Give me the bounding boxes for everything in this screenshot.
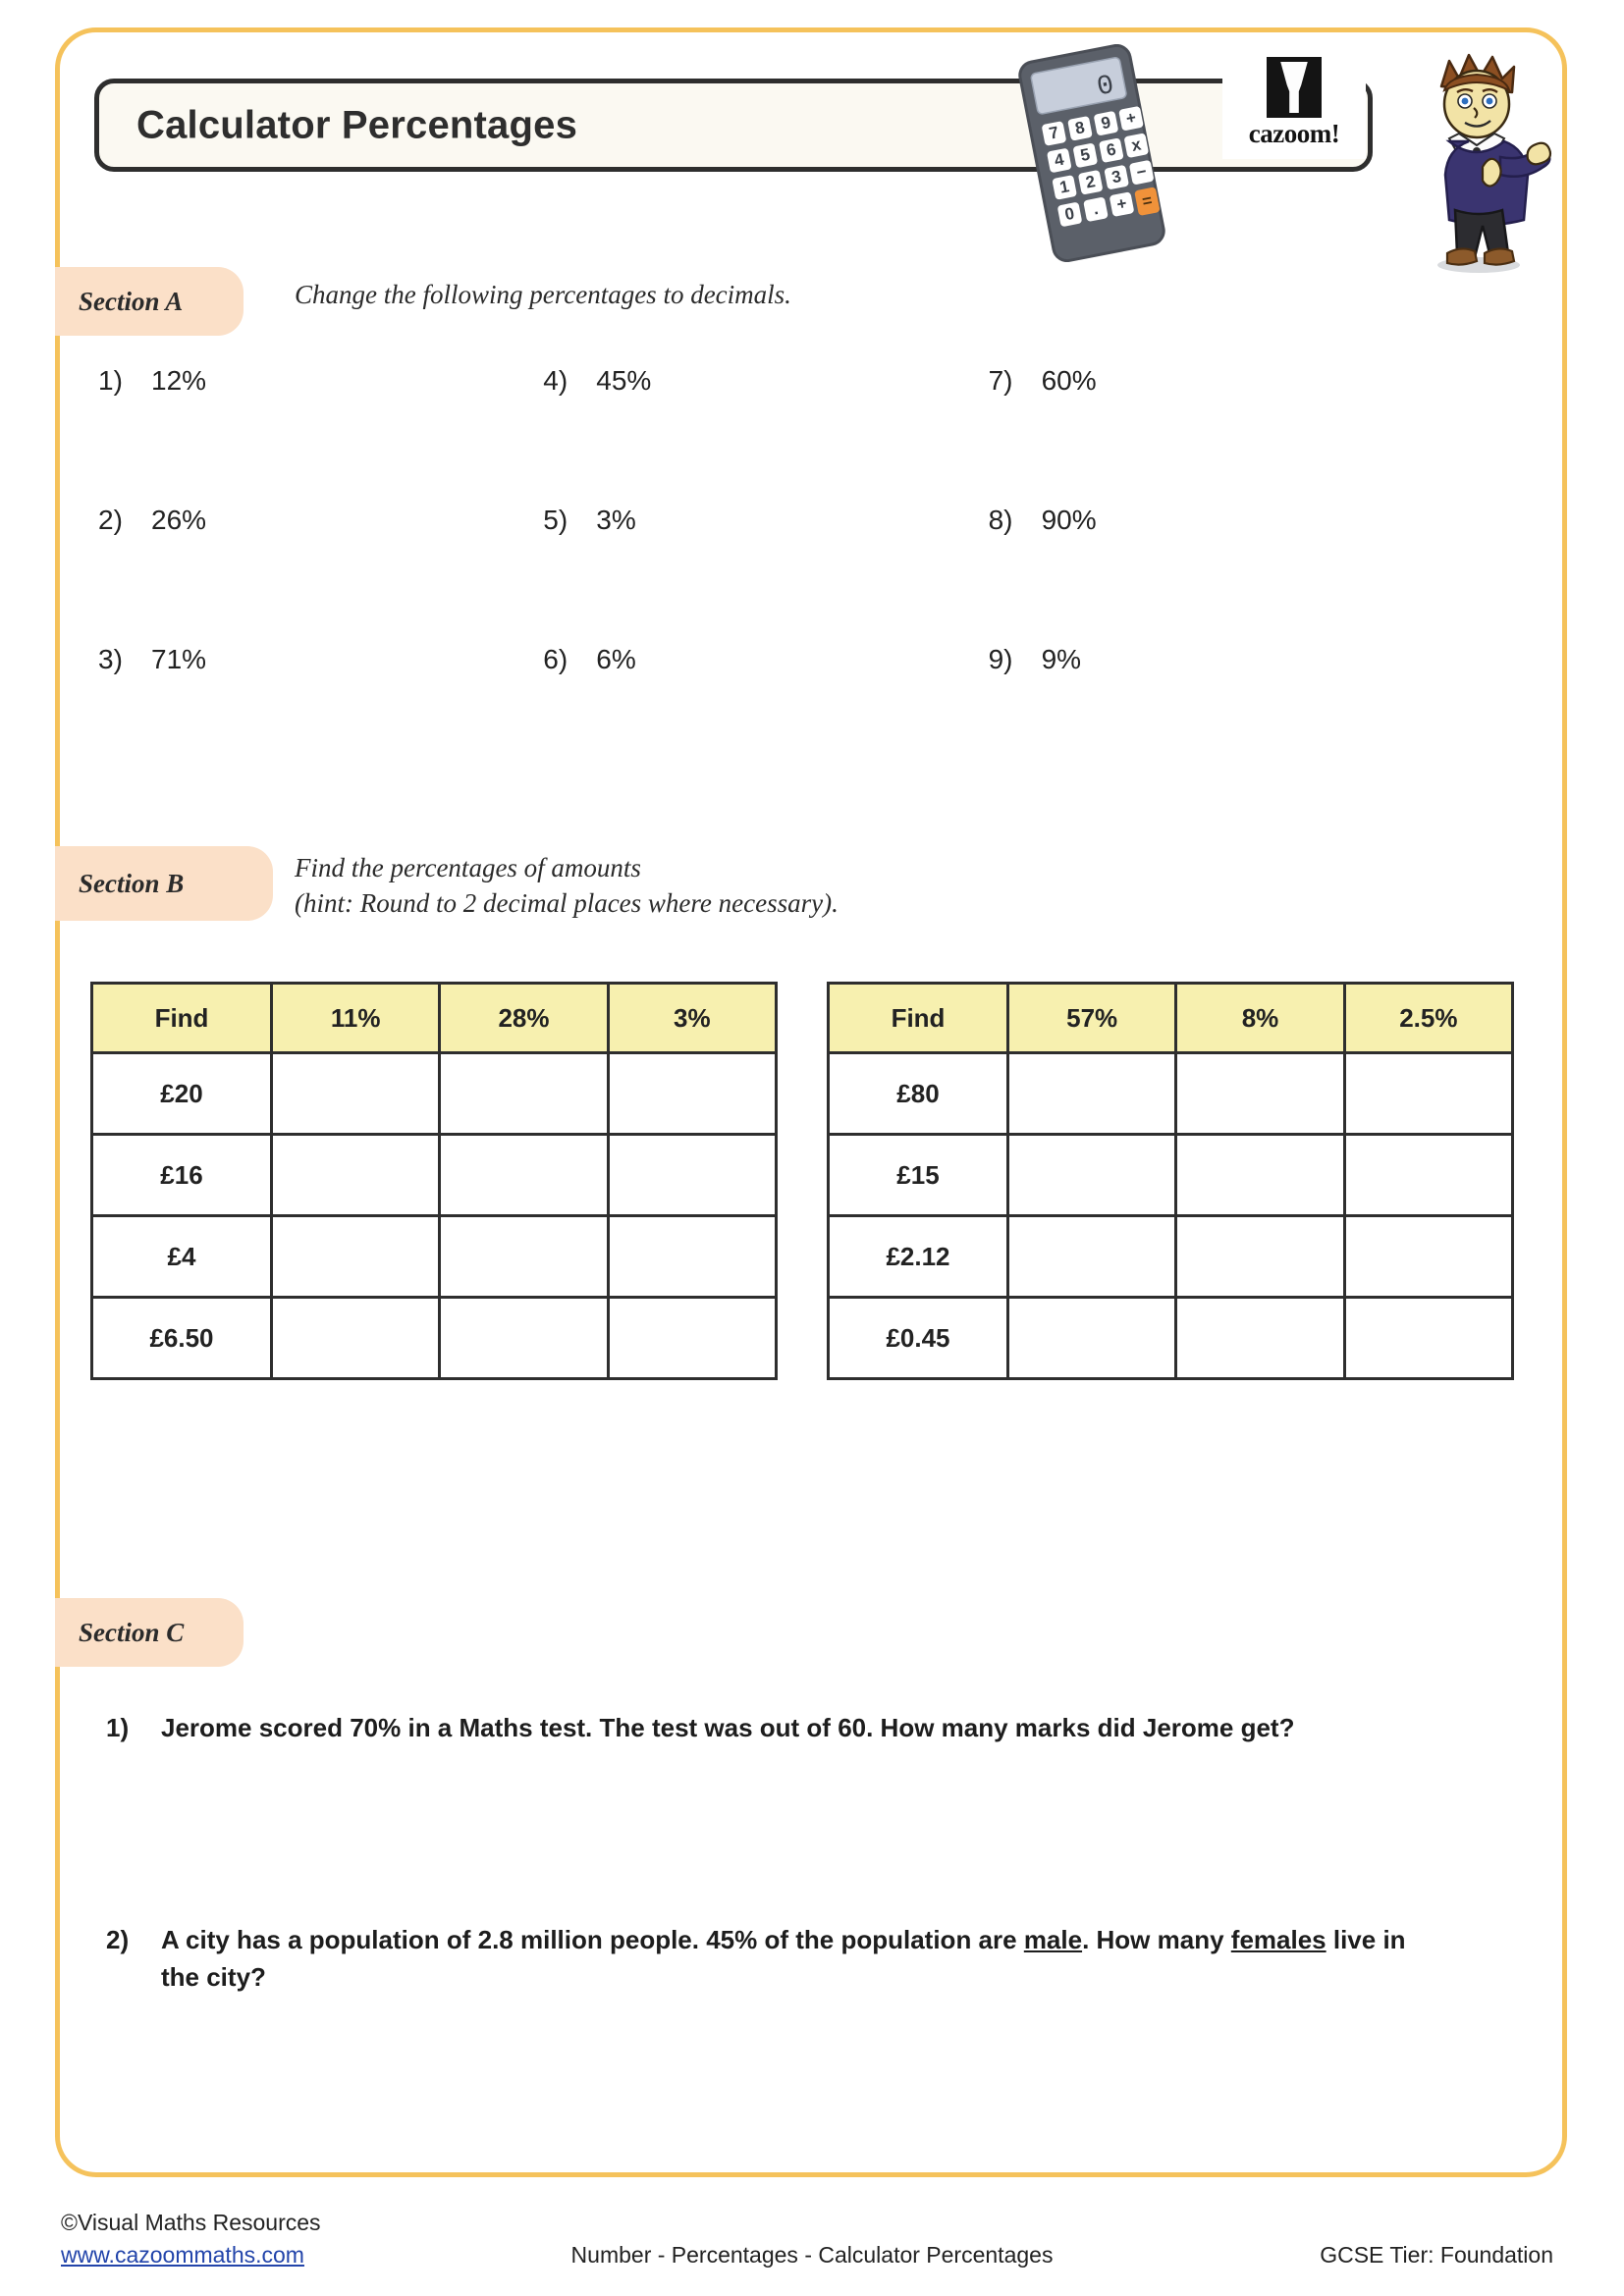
question-item	[98, 644, 543, 783]
section-b-instruction-line1: Find the percentages of amounts	[295, 853, 641, 882]
svg-text:4: 4	[1053, 149, 1066, 171]
section-a-badge: Section A	[55, 267, 244, 336]
column-header-find: Find	[829, 984, 1008, 1053]
answer-cell[interactable]	[1344, 1298, 1512, 1379]
row-amount: £16	[92, 1135, 272, 1216]
table-row	[829, 1135, 1513, 1216]
answer-cell[interactable]	[272, 1053, 440, 1135]
table-row	[92, 1216, 777, 1298]
answer-cell[interactable]	[1344, 1053, 1512, 1135]
question-text: Jerome scored 70% in a Maths test. The test was out of 60. How many marks did Jerome get?	[161, 1713, 1295, 1742]
section-c-question-1	[106, 1710, 1441, 1747]
svg-text:x: x	[1129, 134, 1143, 155]
column-header-pct: 28%	[440, 984, 608, 1053]
row-amount: £4	[92, 1216, 272, 1298]
column-header-pct: 2.5%	[1344, 984, 1512, 1053]
question-number: 7)	[988, 365, 1013, 396]
table-header-row	[92, 984, 777, 1053]
answer-cell[interactable]	[1176, 1135, 1344, 1216]
question-number: 2)	[98, 505, 123, 535]
svg-text:+: +	[1124, 107, 1138, 129]
answer-cell[interactable]	[1344, 1135, 1512, 1216]
answer-cell[interactable]	[1176, 1216, 1344, 1298]
answer-cell[interactable]	[608, 1053, 776, 1135]
answer-cell[interactable]	[608, 1298, 776, 1379]
svg-text:6: 6	[1105, 139, 1118, 160]
section-c-badge: Section C	[55, 1598, 244, 1667]
row-amount: £15	[829, 1135, 1008, 1216]
answer-cell[interactable]	[440, 1216, 608, 1298]
answer-cell[interactable]	[608, 1135, 776, 1216]
page-footer	[0, 2207, 1624, 2285]
svg-text:7: 7	[1047, 123, 1060, 143]
table-row	[829, 1216, 1513, 1298]
svg-text:−: −	[1134, 161, 1149, 183]
svg-text:0: 0	[1094, 70, 1117, 104]
section-a-questions	[98, 365, 1434, 783]
row-amount: £80	[829, 1053, 1008, 1135]
question-item	[543, 505, 988, 644]
question-value: 71%	[151, 644, 207, 674]
question-item	[98, 505, 543, 644]
question-value: 3%	[596, 505, 636, 535]
question-item	[989, 505, 1434, 644]
answer-cell[interactable]	[272, 1135, 440, 1216]
section-b-badge: Section B	[55, 846, 273, 921]
question-text: A city has a population of 2.8 million people. 45% of the population are male. How many females live in the city?	[161, 1925, 1406, 1992]
table-header-row	[829, 984, 1513, 1053]
row-amount: £20	[92, 1053, 272, 1135]
svg-text:8: 8	[1073, 118, 1087, 138]
table-row	[92, 1298, 777, 1379]
question-value: 90%	[1041, 505, 1097, 535]
worksheet-title-box	[94, 79, 1373, 172]
table-row	[829, 1298, 1513, 1379]
page-title: Calculator Percentages	[136, 103, 578, 146]
question-row	[98, 505, 1434, 644]
answer-cell[interactable]	[440, 1053, 608, 1135]
answer-cell[interactable]	[272, 1298, 440, 1379]
question-number: 6)	[543, 644, 568, 674]
cazoom-logo	[1222, 55, 1366, 159]
column-header-pct: 11%	[272, 984, 440, 1053]
thumbs-up-boy-icon	[1398, 47, 1555, 275]
svg-text:5: 5	[1078, 144, 1092, 166]
answer-cell[interactable]	[1008, 1298, 1176, 1379]
question-value: 60%	[1041, 365, 1097, 396]
answer-cell[interactable]	[1176, 1053, 1344, 1135]
question-item	[543, 644, 988, 783]
svg-text:0: 0	[1062, 203, 1076, 225]
answer-cell[interactable]	[440, 1298, 608, 1379]
footer-tier: GCSE Tier: Foundation	[1320, 2242, 1553, 2268]
question-number: 3)	[98, 644, 123, 674]
question-value: 9%	[1041, 644, 1082, 674]
section-a-instruction: Change the following percentages to decimals.	[295, 280, 791, 309]
section-b-instruction-line2: (hint: Round to 2 decimal places where necessary).	[295, 888, 839, 919]
percentage-table-left	[90, 982, 778, 1380]
answer-cell[interactable]	[440, 1135, 608, 1216]
column-header-pct: 57%	[1008, 984, 1176, 1053]
column-header-pct: 8%	[1176, 984, 1344, 1053]
answer-cell[interactable]	[1008, 1135, 1176, 1216]
column-header-find: Find	[92, 984, 272, 1053]
answer-cell[interactable]	[1344, 1216, 1512, 1298]
svg-text:.: .	[1091, 199, 1101, 219]
section-b-tables	[90, 982, 1514, 1380]
question-value: 12%	[151, 365, 207, 396]
answer-cell[interactable]	[608, 1216, 776, 1298]
question-number: 4)	[543, 365, 568, 396]
svg-text:1: 1	[1057, 177, 1071, 197]
percentage-table-right	[827, 982, 1514, 1380]
svg-text:9: 9	[1099, 112, 1112, 133]
question-number: 1)	[98, 365, 123, 396]
question-item	[543, 365, 988, 505]
table-row	[92, 1053, 777, 1135]
section-c-question-2	[106, 1922, 1441, 1996]
question-item	[989, 644, 1434, 783]
question-number: 8)	[988, 505, 1013, 535]
section-b-instruction	[295, 850, 839, 921]
question-row	[98, 644, 1434, 783]
svg-text:+: +	[1114, 193, 1129, 214]
hourglass-vase-icon	[1267, 57, 1322, 118]
answer-cell[interactable]	[1176, 1298, 1344, 1379]
footer-copyright: ©Visual Maths Resources	[61, 2210, 321, 2235]
row-amount: £2.12	[829, 1216, 1008, 1298]
answer-cell[interactable]	[272, 1216, 440, 1298]
footer-website-link[interactable]: www.cazoommaths.com	[61, 2242, 304, 2269]
question-number: 9)	[988, 644, 1013, 674]
question-number: 1)	[106, 1713, 130, 1742]
svg-text:3: 3	[1110, 166, 1123, 187]
question-item	[98, 365, 543, 505]
footer-topic: Number - Percentages - Calculator Percentages	[570, 2242, 1054, 2268]
question-item	[989, 365, 1434, 505]
svg-text:2: 2	[1084, 172, 1098, 192]
calculator-icon	[1018, 44, 1165, 262]
question-value: 26%	[151, 505, 207, 535]
column-header-pct: 3%	[608, 984, 776, 1053]
row-amount: £0.45	[829, 1298, 1008, 1379]
question-row	[98, 365, 1434, 505]
logo-wordmark: cazoom!	[1248, 119, 1340, 148]
answer-cell[interactable]	[1008, 1216, 1176, 1298]
svg-text:=: =	[1140, 190, 1155, 211]
question-number: 5)	[543, 505, 568, 535]
answer-cell[interactable]	[1008, 1053, 1176, 1135]
table-row	[829, 1053, 1513, 1135]
table-row	[92, 1135, 777, 1216]
question-value: 6%	[596, 644, 636, 674]
row-amount: £6.50	[92, 1298, 272, 1379]
question-value: 45%	[596, 365, 652, 396]
question-number: 2)	[106, 1925, 130, 1954]
